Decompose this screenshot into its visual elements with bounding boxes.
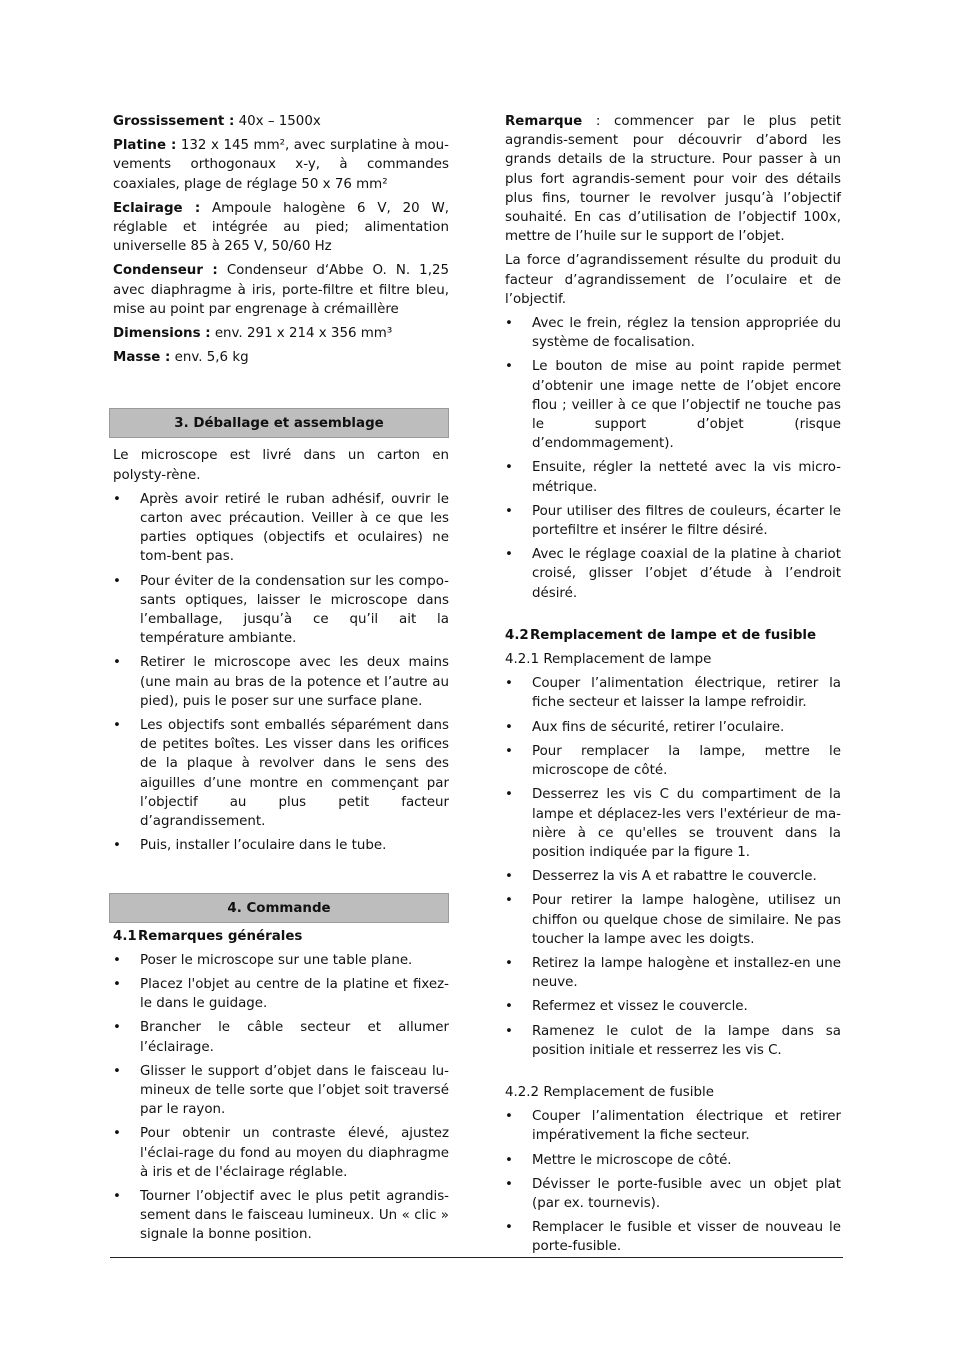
footer-divider	[110, 1257, 843, 1258]
subsection-4-1-heading	[113, 927, 449, 946]
list-item: • Pour retirer la lampe halogène, utilisez un chiffon ou quelque chose de similaire. Ne pas toucher la lampe avec les doigts.	[505, 891, 841, 949]
list-item: • Puis, installer l’oculaire dans le tube.	[113, 836, 449, 855]
list-item: • Placez l'objet au centre de la platine et fixez-le dans le guidage.	[113, 975, 449, 1013]
spec-illumination	[113, 199, 449, 257]
section-3-heading: 3. Déballage et assemblage	[109, 408, 449, 438]
section-3-bullet-list	[113, 490, 449, 856]
magnification-paragraph: La force d’agrandissement résulte du produit du facteur d’agrandissement de l’oculaire et de l’objectif.	[505, 253, 841, 307]
spec-label: Dimensions :	[113, 326, 211, 342]
list-item: • Poser le microscope sur une table plane.	[113, 951, 449, 970]
list-item: • Brancher le câble secteur et allumer l’éclairage.	[113, 1018, 449, 1056]
subsection-title: Remplacement de lampe et de fusible	[530, 627, 817, 643]
list-item: • Avec le réglage coaxial de la platine à chariot croisé, glisser l’objet d’étude à l’endroit désiré.	[505, 545, 841, 603]
list-item: • Couper l’alimentation électrique, retirer la fiche secteur et laisser la lampe refroidir.	[505, 674, 841, 712]
spec-value: 132 x 145 mm², avec surplatine à mou-vements orthogonaux x-y, à commandes coaxiales, plage de réglage 50 x 76 mm²	[113, 138, 449, 192]
list-item: • Ensuite, régler la netteté avec la vis micro-métrique.	[505, 458, 841, 496]
remark-text: : commencer par le plus petit agrandis-sement pour découvrir d’abord les grands details de la structure. Pour passer à un plus fort agrandis-sement pour voir des détails plus fins, tourner le revolver jusqu’à l’objectif souhaité. En cas d’utilisation de l’objectif 100x, mettre de l’huile sur le support de l’objet.	[505, 114, 841, 245]
subsection-4-2-heading	[505, 626, 841, 645]
list-item: • Pour utiliser des filtres de couleurs, écarter le portefiltre et insérer le filtre désiré.	[505, 502, 841, 540]
spec-value: env. 5,6 kg	[170, 350, 249, 366]
spec-label: Masse :	[113, 350, 171, 366]
list-item: • Pour obtenir un contraste élevé, ajustez l'éclai-rage du fond au moyen du diaphragme à iris et de l'éclairage réglable.	[113, 1124, 449, 1182]
list-item: • Mettre le microscope de côté.	[505, 1151, 841, 1170]
spec-magnification	[113, 112, 449, 131]
list-item: • Pour remplacer la lampe, mettre le microscope de côté.	[505, 742, 841, 780]
spec-value: Ampoule halogène 6 V, 20 W, réglable et intégrée au pied; alimentation universelle 85 à 265 V, 50/60 Hz	[113, 200, 449, 255]
lamp-replacement-heading: 4.2.1 Remplacement de lampe	[505, 652, 712, 668]
list-item: • Ramenez le culot de la lampe dans sa position initiale et resserrez les vis C.	[505, 1022, 841, 1060]
right-column	[505, 112, 841, 1262]
list-item: • Retirer le microscope avec les deux mains (une main au bras de la potence et l’autre au pied), puis le poser sur une surface plane.	[113, 653, 449, 711]
list-item: • Retirez la lampe halogène et installez-en une neuve.	[505, 954, 841, 992]
section-4-heading: 4. Commande	[109, 893, 449, 923]
spec-dimensions	[113, 324, 449, 343]
list-item: • Couper l’alimentation électrique et retirer impérativement la fiche secteur.	[505, 1107, 841, 1145]
list-item: • Avec le frein, réglez la tension appropriée du système de focalisation.	[505, 314, 841, 352]
subsection-number: 4.1	[113, 928, 137, 944]
left-column	[113, 112, 449, 1250]
fuse-bullet-list	[505, 1107, 841, 1256]
list-item: • Le bouton de mise au point rapide permet d’obtenir une image nette de l’objet encore flou ; veiller à ce que l’objectif ne touche pas le support d’objet (risque d’endommagement).	[505, 357, 841, 453]
spec-stage	[113, 136, 449, 194]
spec-label: Grossissement :	[113, 114, 235, 129]
subsection-4-1-bullet-list	[113, 951, 449, 1245]
spec-list	[113, 112, 449, 367]
list-item: • Remplacer le fusible et visser de nouveau le porte-fusible.	[505, 1218, 841, 1256]
lamp-bullet-list	[505, 674, 841, 1060]
spec-value: 40x – 1500x	[234, 114, 321, 129]
list-item: • Desserrez les vis C du compartiment de la lampe et déplacez-les vers l'extérieur de ma-nière à ce qu'elles se trouvent dans la position indiquée par la figure 1.	[505, 785, 841, 862]
list-item: • Les objectifs sont emballés séparément dans de petites boîtes. Les visser dans les orifices de la plaque à revolver dans le sens des aiguilles d’une montre en commençant par l’objectif au plus petit facteur d’agrandissement.	[113, 716, 449, 831]
spec-label: Eclairage :	[113, 200, 201, 216]
spec-value: Condenseur d‘Abbe O. N. 1,25 avec diaphragme à iris, porte-filtre et filtre bleu, mise au point par engrenage à crémaillère	[113, 263, 449, 317]
list-item: • Aux fins de sécurité, retirer l’oculaire.	[505, 718, 841, 737]
list-item: • Desserrez la vis A et rabattre le couvercle.	[505, 867, 841, 886]
focus-bullet-list	[505, 314, 841, 603]
list-item: • Après avoir retiré le ruban adhésif, ouvrir le carton avec précaution. Veiller à ce que les parties optiques (objectifs et oculaires) ne tom-bent pas.	[113, 490, 449, 567]
subsection-number: 4.2	[505, 627, 529, 643]
list-item: • Refermez et vissez le couvercle.	[505, 997, 841, 1016]
spec-condenser	[113, 261, 449, 319]
list-item: • Pour éviter de la condensation sur les compo-sants optiques, laisser le microscope dans l’emballage, jusqu’à ce qu’il ait la température ambiante.	[113, 572, 449, 649]
list-item: • Glisser le support d’objet dans le faisceau lu-mineux de telle sorte que l’objet soit traversé par le rayon.	[113, 1062, 449, 1120]
spec-weight	[113, 348, 449, 367]
spec-value: env. 291 x 214 x 356 mm³	[210, 326, 393, 342]
section-3-intro: Le microscope est livré dans un carton en polysty-rène.	[113, 448, 449, 483]
remark-label: Remarque	[505, 114, 583, 129]
spec-label: Condenseur :	[113, 263, 218, 279]
fuse-replacement-heading: 4.2.2 Remplacement de fusible	[505, 1084, 714, 1100]
remark-paragraph	[505, 112, 841, 246]
subsection-title: Remarques générales	[138, 928, 303, 944]
list-item: • Dévisser le porte-fusible avec un objet plat (par ex. tournevis).	[505, 1175, 841, 1213]
spec-label: Platine :	[113, 138, 177, 154]
list-item: • Tourner l’objectif avec le plus petit agrandis-sement dans le faisceau lumineux. Un « clic » signale la bonne position.	[113, 1187, 449, 1245]
